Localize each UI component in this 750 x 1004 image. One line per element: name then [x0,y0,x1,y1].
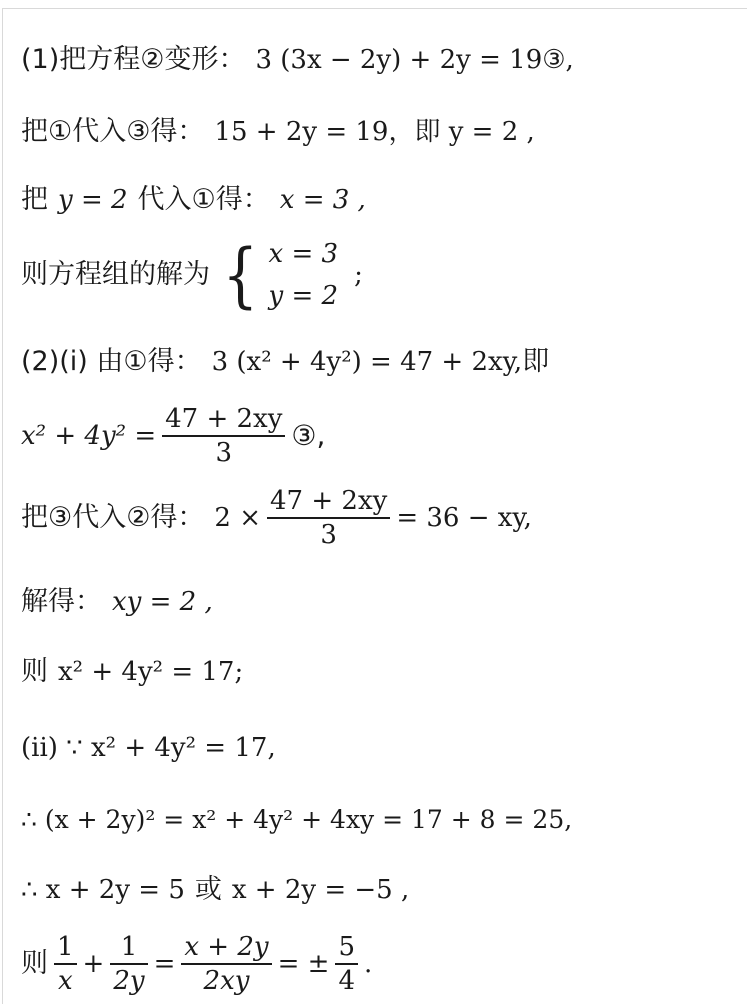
line-1-prefix: (1)把方程②变形： [21,44,246,75]
line-10 [21,731,276,765]
line-7-prefix: 把③代入②得： [21,502,205,533]
line-1 [21,43,574,77]
fraction-4 [110,931,147,997]
line-7 [21,485,532,551]
line-3-expr2: x = 3 , [279,185,366,215]
fraction-2-denominator: 3 [320,520,337,550]
fraction-6-denominator: 4 [338,966,355,996]
line-2-prefix: 把①代入③得： [21,116,205,147]
line-3-prefix: 把 [21,184,48,215]
line-8-expr: xy = 2 , [112,587,213,617]
equals-sign: = [153,949,176,979]
final-period: . [363,949,373,979]
line-5-prefix: (2)(i) 由①得： [21,346,202,377]
fraction-1-numerator: 47 + 2xy [165,404,283,434]
fraction-1-denominator: 3 [215,438,233,468]
fraction-5 [181,931,271,997]
line-9-expr: x² + 4y² = 17; [58,657,244,687]
line-5-suffix: 即 [522,346,550,377]
line-10-expr: (ii) ∵ x² + 4y² = 17, [21,733,276,763]
line-6-suffix: ③, [291,419,326,452]
line-13-prefix: 则 [21,948,48,979]
line-12-mid: 或 [194,874,222,905]
line-2 [21,115,535,149]
fraction-4-numerator: 1 [120,932,138,962]
line-2-expr: 15 + 2y = 19，即 y = 2 , [214,117,535,147]
fraction-6 [335,931,358,997]
line-12-expr2: x + 2y = −5 , [231,875,410,905]
equation-system [218,233,338,317]
line-3 [21,183,366,217]
line-3-expr: y = 2 [58,185,128,215]
line-1-expr: 3 (3x − 2y) + 2y = 19③, [255,45,574,75]
system-row-1: x = 3 [268,239,339,269]
line-8-prefix: 解得： [21,586,102,617]
line-9-prefix: 则 [21,656,48,687]
fraction-1 [162,403,285,469]
line-3-mid: 代入①得： [137,184,270,215]
line-6-lhs: x² + 4y² = [21,421,157,451]
line-11 [21,803,572,837]
solution-panel [2,8,747,1004]
line-12 [21,873,409,907]
fraction-4-denominator: 2y [113,966,145,996]
line-5-expr: 3 (x² + 4y²) = 47 + 2xy, [211,347,523,377]
line-11-expr: ∴ (x + 2y)² = x² + 4y² + 4xy = 17 + 8 = 25, [21,805,573,834]
line-5 [21,345,549,379]
fraction-5-numerator: x + 2y [184,932,269,962]
line-6 [21,403,325,469]
line-7-post: = 36 − xy, [396,503,532,533]
left-brace: { [222,234,259,316]
line-4 [21,233,363,317]
line-4-prefix: 则方程组的解为 [21,259,210,290]
fraction-2-numerator: 47 + 2xy [270,486,388,516]
system-row-2: y = 2 [268,281,339,311]
line-12-expr: ∴ x + 2y = 5 [21,875,185,905]
fraction-6-numerator: 5 [338,932,355,962]
fraction-3 [54,931,77,997]
fraction-5-denominator: 2xy [203,966,250,996]
fraction-2 [267,485,390,551]
line-7-pre: 2 × [214,503,262,533]
fraction-3-denominator: x [57,966,73,996]
plus-sign: + [82,949,105,979]
fraction-3-numerator: 1 [57,932,74,962]
line-13 [21,931,372,997]
line-4-suffix: ; [354,260,363,290]
plus-minus-sign: = ± [277,949,330,979]
line-9 [21,655,243,689]
line-8 [21,585,213,619]
